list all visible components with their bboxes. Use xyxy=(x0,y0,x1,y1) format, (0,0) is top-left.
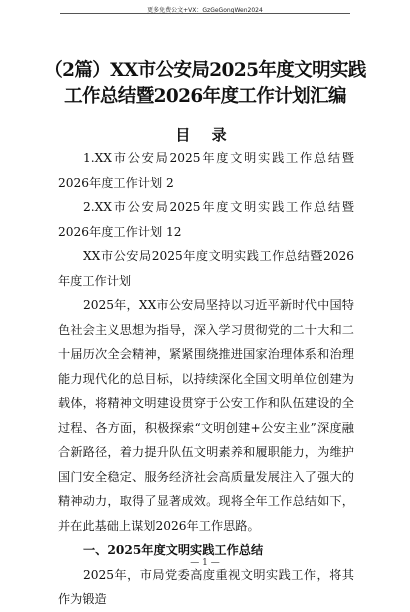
article-title: XX市公安局2025年度文明实践工作总结暨2026年度工作计划 xyxy=(58,249,354,288)
page-number: — 1 — xyxy=(190,558,220,568)
toc-heading: 目 录 xyxy=(175,126,235,144)
page-header xyxy=(0,0,410,14)
document-body xyxy=(58,146,354,612)
header-divider xyxy=(60,13,350,14)
header-text: 更多免费公文+VX：GzGeGongWen2024 xyxy=(147,7,263,14)
toc-item-1[interactable]: 1.XX市公安局2025年度文明实践工作总结暨2026年度工作计划 2 xyxy=(58,151,354,190)
section-1-paragraph: 2025年，市局党委高度重视文明实践工作，将其作为锻造 xyxy=(58,567,354,606)
toc-item-2[interactable]: 2.XX市公安局2025年度文明实践工作总结暨2026年度工作计划 12 xyxy=(58,200,354,239)
title-line-2: 工作总结暨2026年度工作计划汇编 xyxy=(64,86,346,107)
title-line-1: （2篇）XX市公安局2025年度文明实践 xyxy=(44,60,366,81)
intro-paragraph: 2025年，XX市公安局坚持以习近平新时代中国特色社会主义思想为指导，深入学习贯彻党的二十大和二十届历次全会精神，紧紧围绕推进国家治理体系和治理能力现代化的总目标，以持续深化全国文明单位创建为载体，将精神文明建设贯穿于公安工作和队伍建设的全过程、各方面，积极探索“文明创建+公安主业”深度融合新路径，着力提升队伍文明素养和履职能力，为维护国门安全稳定、服务经济社会高质量发展注入了强大的精神动力，取得了显著成效。现将全年工作总结如下，并在此基础上谋划2026年工作思路。 xyxy=(58,298,354,533)
section-heading-1: 一、2025年度文明实践工作总结 xyxy=(83,543,264,557)
document-title xyxy=(30,58,380,110)
